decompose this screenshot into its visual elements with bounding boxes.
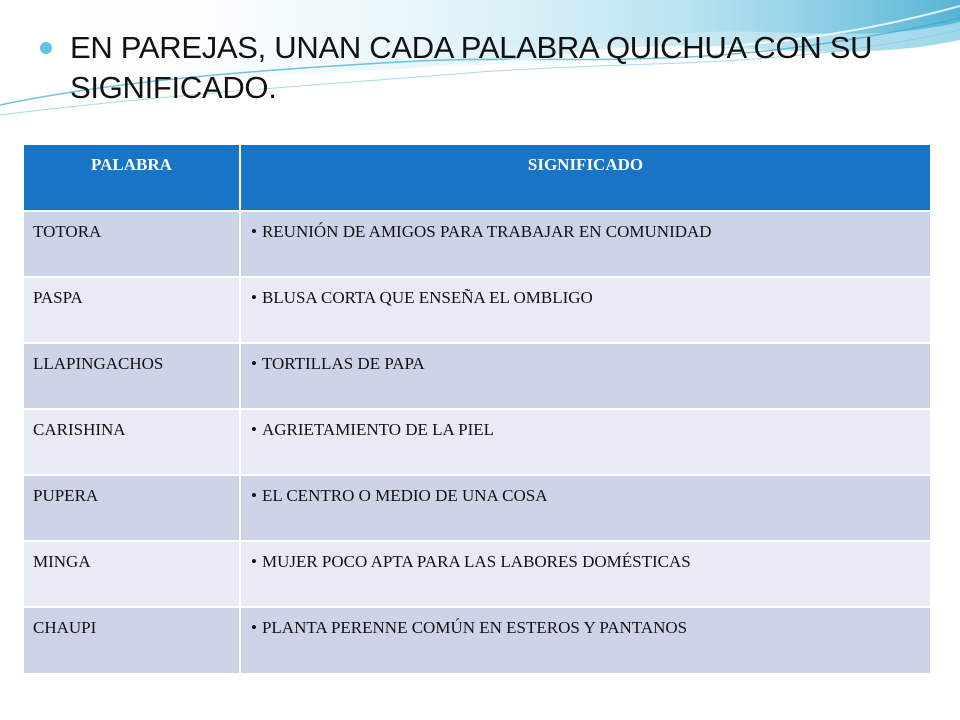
word-cell: PASPA (24, 277, 240, 343)
table-row (24, 409, 930, 475)
meaning-text: EL CENTRO O MEDIO DE UNA COSA (261, 486, 548, 505)
word-cell: CHAUPI (24, 607, 240, 673)
table-row (24, 343, 930, 409)
bullet-icon: • (251, 222, 257, 241)
word-cell: PUPERA (24, 475, 240, 541)
vocabulary-table-wrapper (24, 145, 930, 673)
meaning-cell (240, 409, 930, 475)
word-cell: CARISHINA (24, 409, 240, 475)
vocabulary-table (24, 145, 930, 673)
table-row (24, 541, 930, 607)
bullet-icon: • (251, 354, 257, 373)
meaning-text: PLANTA PERENNE COMÚN EN ESTEROS Y PANTANOS (261, 618, 688, 637)
table-row (24, 277, 930, 343)
bullet-icon: • (251, 486, 257, 505)
word-cell: TOTORA (24, 211, 240, 277)
word-cell: LLAPINGACHOS (24, 343, 240, 409)
table-row (24, 475, 930, 541)
bullet-icon: • (251, 552, 257, 571)
meaning-text: MUJER POCO APTA PARA LAS LABORES DOMÉSTICAS (261, 552, 691, 571)
meaning-text: REUNIÓN DE AMIGOS PARA TRABAJAR EN COMUNIDAD (261, 222, 712, 241)
bullet-icon: • (251, 288, 257, 307)
word-cell: MINGA (24, 541, 240, 607)
header-significado: SIGNIFICADO (240, 145, 930, 211)
meaning-text: BLUSA CORTA QUE ENSEÑA EL OMBLIGO (261, 288, 593, 307)
header-palabra: PALABRA (24, 145, 240, 211)
bullet-icon: • (251, 618, 257, 637)
title-bullet-icon (40, 42, 52, 54)
meaning-cell (240, 343, 930, 409)
meaning-cell (240, 211, 930, 277)
meaning-cell (240, 607, 930, 673)
meaning-text: TORTILLAS DE PAPA (261, 354, 425, 373)
bullet-icon: • (251, 420, 257, 439)
slide-title: EN PAREJAS, UNAN CADA PALABRA QUICHUA CON SU SIGNIFICADO. (70, 30, 873, 105)
meaning-cell (240, 277, 930, 343)
meaning-text: AGRIETAMIENTO DE LA PIEL (261, 420, 495, 439)
meaning-cell (240, 541, 930, 607)
table-header-row (24, 145, 930, 211)
table-row (24, 211, 930, 277)
title-block (40, 28, 920, 108)
table-row (24, 607, 930, 673)
meaning-cell (240, 475, 930, 541)
